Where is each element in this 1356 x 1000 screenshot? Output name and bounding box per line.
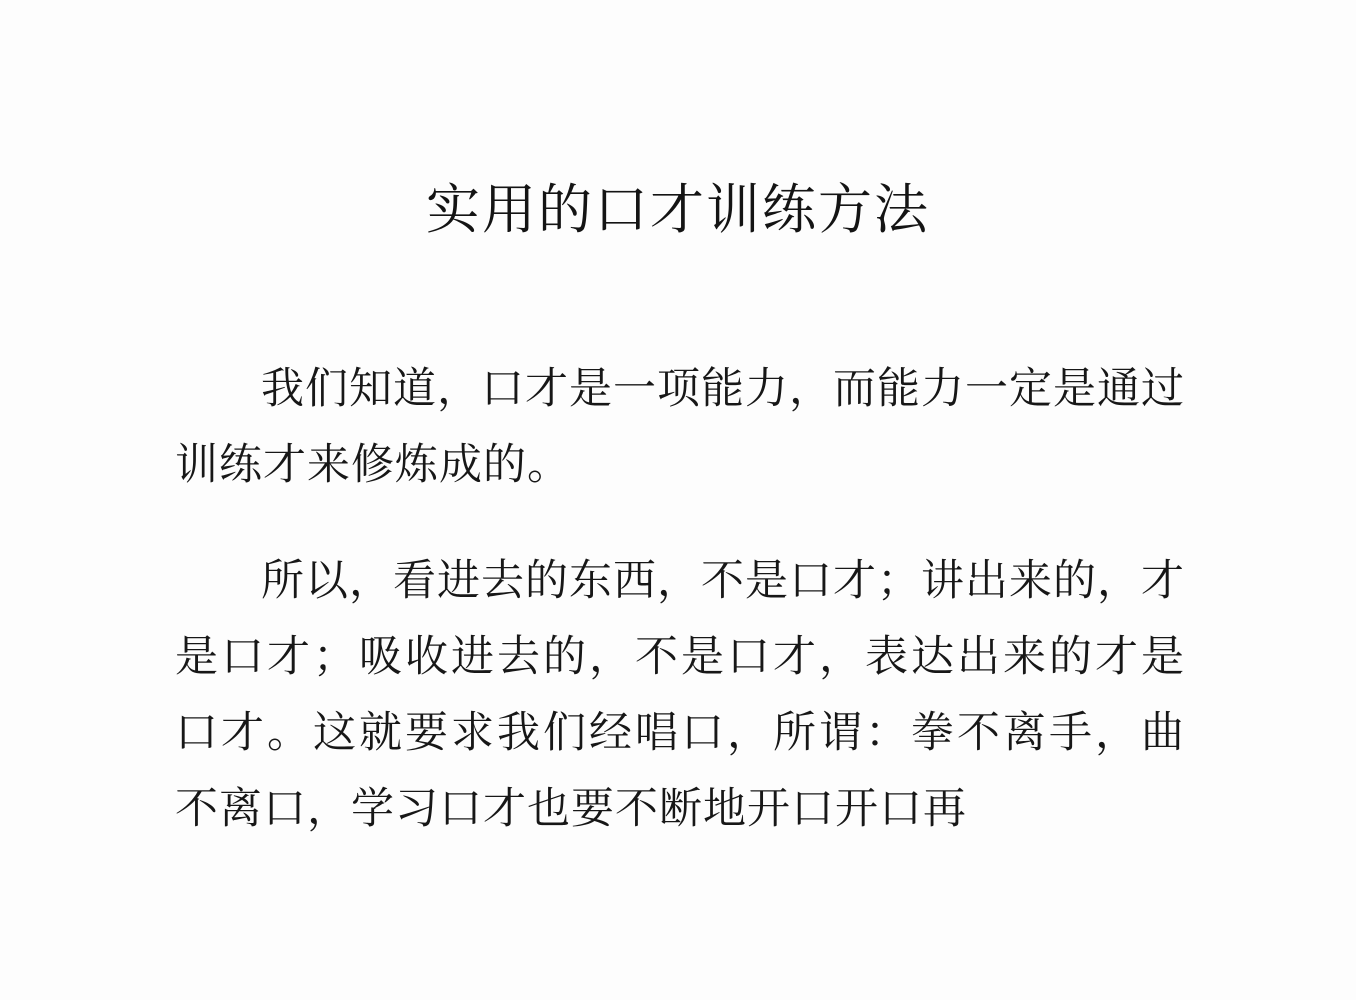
body-paragraph-1: 我们知道，口才是一项能力，而能力一定是通过训练才来修炼成的。	[175, 364, 1185, 490]
page-title: 实用的口才训练方法	[426, 178, 930, 242]
body-paragraph-2: 所以，看进去的东西，不是口才；讲出来的，才是口才；吸收进去的，不是口才，表达出来的才是口才。这就要求我们经唱口，所谓：拳不离手，曲不离口，学习口才也要不断地开口开口再	[175, 556, 1185, 834]
